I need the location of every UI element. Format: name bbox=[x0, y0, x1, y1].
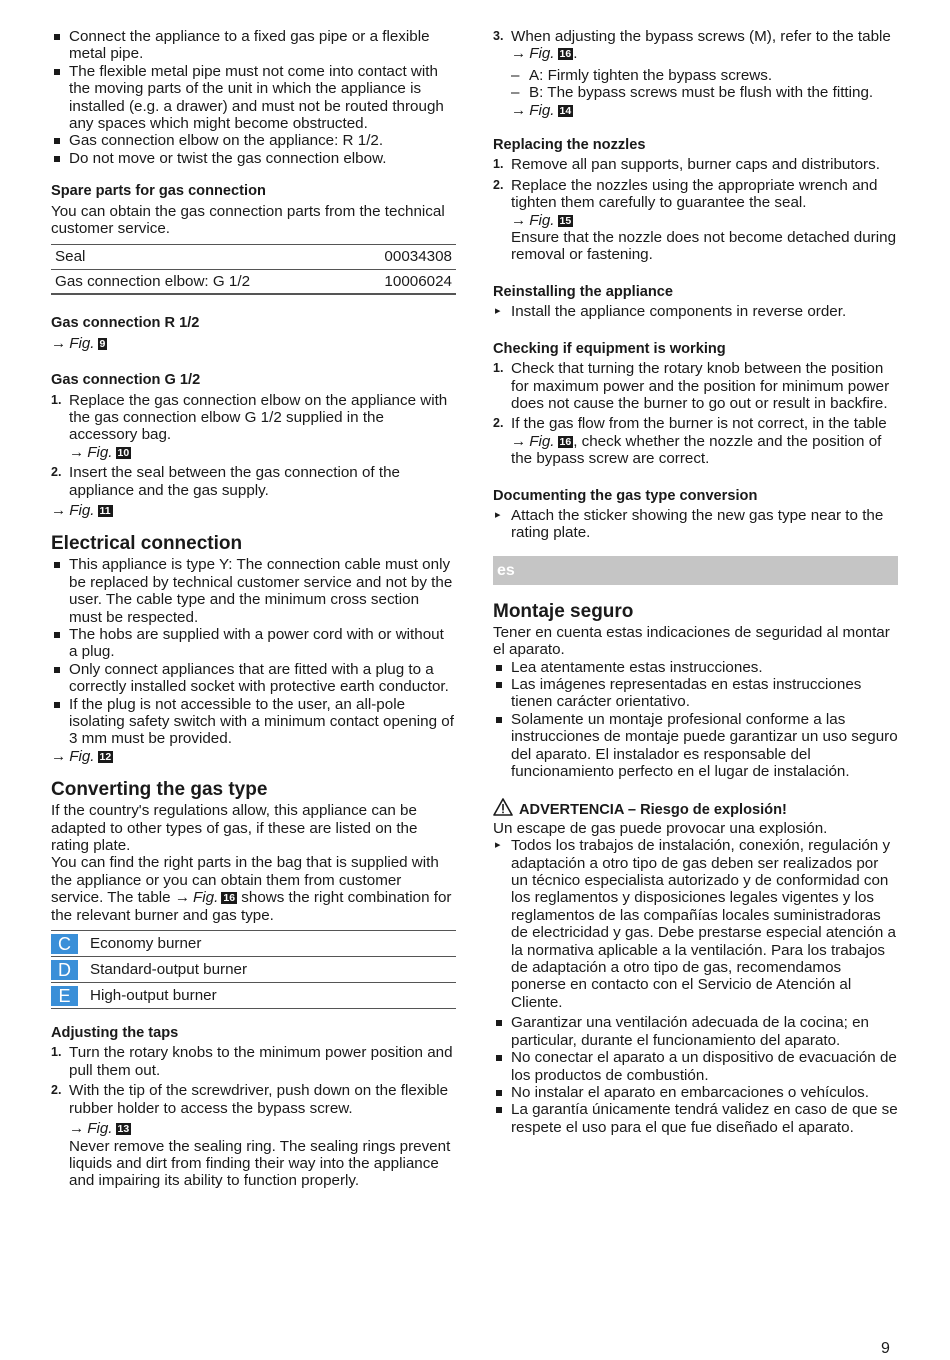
arrow-icon: → bbox=[511, 45, 527, 63]
list-item bbox=[51, 1082, 456, 1189]
step-number: 1. bbox=[51, 1045, 62, 1060]
list-item bbox=[493, 415, 898, 467]
list-item: The flexible metal pipe must not come into contact with the moving parts of the unit in which the appliance is installed (e.g. a drawer) and must not be routed through any spaces which might become obstructed. bbox=[51, 63, 456, 133]
part-name: Gas connection elbow: G 1/2 bbox=[51, 269, 346, 294]
table-row bbox=[51, 931, 456, 957]
gas-connection-r12-heading: Gas connection R 1/2 bbox=[51, 315, 200, 332]
fig-reference bbox=[511, 433, 573, 450]
part-code: 10006024 bbox=[346, 269, 456, 294]
burner-table bbox=[51, 930, 456, 1009]
table-row bbox=[51, 245, 456, 269]
list-item bbox=[493, 177, 898, 264]
burner-letter: C bbox=[51, 934, 78, 954]
g12-steps bbox=[51, 392, 456, 499]
burner-cell bbox=[51, 957, 456, 983]
fig-label: Fig. bbox=[87, 443, 113, 461]
list-item: ▸ Attach the sticker showing the new gas type near to the rating plate. bbox=[493, 507, 898, 542]
fig-reference bbox=[51, 335, 456, 352]
table-row bbox=[51, 269, 456, 294]
check-steps bbox=[493, 360, 898, 467]
step-number: 2. bbox=[51, 1083, 62, 1098]
arrow-icon: → bbox=[51, 334, 67, 352]
fig-label: Fig. bbox=[529, 211, 555, 229]
electrical-connection-heading: Electrical connection bbox=[51, 533, 243, 555]
fig-label: Fig. bbox=[69, 501, 95, 519]
arrow-icon: → bbox=[511, 211, 527, 229]
fig-reference bbox=[511, 212, 898, 229]
replacing-nozzles-heading: Replacing the nozzles bbox=[493, 137, 646, 154]
list-item: 3. When adjusting the bypass screws (M), refer to the table → Fig. 16 . bbox=[493, 28, 891, 63]
list-item: The hobs are supplied with a power cord with or without a plug. bbox=[51, 626, 456, 661]
step-text: Replace the gas connection elbow on the appliance with the gas connection elbow G 1/2 supplied in the accessory bag. bbox=[69, 391, 448, 444]
list-item: La garantía únicamente tendrá validez en caso de que se respete el uso para el que fue diseñado el aparato. bbox=[493, 1101, 898, 1136]
step-text: If the gas flow from the burner is not correct, in the table bbox=[511, 415, 887, 433]
burner-letter: D bbox=[51, 960, 78, 980]
fig-reference bbox=[511, 45, 573, 62]
reinstalling-heading: Reinstalling the appliance bbox=[493, 283, 674, 300]
fig-label: Fig. bbox=[193, 889, 219, 907]
left-column bbox=[51, 28, 456, 1190]
converting-text: If the country's regulations allow, this appliance can be adapted to other types of gas, if these are listed on the rating plate. bbox=[51, 802, 418, 855]
montaje-seguro-heading: Montaje seguro bbox=[493, 600, 634, 622]
fig-label: Fig. bbox=[69, 747, 95, 765]
arrow-icon: → bbox=[511, 432, 527, 450]
montaje-bullets bbox=[493, 659, 898, 781]
part-code: 00034308 bbox=[346, 245, 456, 269]
list-item: Las imágenes representadas en estas instrucciones tienen carácter orientativo. bbox=[493, 676, 898, 711]
list-item bbox=[51, 1044, 456, 1079]
montaje-intro: Tener en cuenta estas indicaciones de seguridad al montar el aparato. bbox=[493, 623, 890, 659]
fig-number: 16 bbox=[223, 892, 236, 905]
fig-label: Fig. bbox=[529, 45, 555, 63]
spare-parts-table bbox=[51, 244, 456, 295]
spare-parts-heading: Spare parts for gas connection bbox=[51, 183, 266, 200]
table-row bbox=[51, 983, 456, 1009]
fig-number: 16 bbox=[559, 435, 572, 448]
step-number: 1. bbox=[493, 361, 504, 376]
fig-label: Fig. bbox=[87, 1120, 113, 1138]
burner-label: Standard-output burner bbox=[90, 960, 248, 978]
list-item: ▸ Todos los trabajos de instalación, conexión, regulación y adaptación a otro tipo de gas deben ser realizados por un técnico especialista autorizado y de conformidad con los reglamentos y disposiciones legales vigentes y los reglamentos de las compañías locales suministradoras de electricidad y gas. Debe prestarse especial atención a la normativa aplicable a la ventilación. Para los trabajos de adaptación a otro tipo de gas, recomendamos ponerse en contacto con el Servicio de Atención al Cliente. bbox=[493, 837, 898, 1011]
list-item: This appliance is type Y: The connection cable must only be replaced by technical customer service and not by the user. The cable type and the minimum cross section must be respected. bbox=[51, 556, 456, 626]
arrow-icon: → bbox=[51, 501, 67, 519]
fig-number: 12 bbox=[99, 750, 112, 763]
bypass-step bbox=[493, 28, 898, 63]
page-number: 9 bbox=[881, 1340, 890, 1357]
fig-reference bbox=[51, 748, 456, 765]
step-note: Ensure that the nozzle does not become detached during removal or fastening. bbox=[511, 229, 897, 264]
doc-list bbox=[493, 507, 898, 542]
step-text: Insert the seal between the gas connection of the appliance and the gas supply. bbox=[69, 464, 400, 499]
spare-parts-text: You can obtain the gas connection parts from the technical customer service. bbox=[51, 202, 445, 238]
fig-label: Fig. bbox=[529, 432, 555, 450]
nozzles-steps bbox=[493, 156, 898, 263]
list-item bbox=[51, 464, 456, 499]
arrow-icon: → bbox=[69, 443, 85, 461]
list-item: Lea atentamente estas instrucciones. bbox=[493, 659, 898, 676]
warning-icon bbox=[493, 798, 513, 816]
fig-number: 9 bbox=[99, 337, 106, 350]
step-text: Turn the rotary knobs to the minimum power position and pull them out. bbox=[69, 1044, 453, 1079]
text-span: You can find the right parts in the bag that is supplied with the appliance or you can obtain them from customer service. The table bbox=[51, 854, 439, 907]
list-item: Do not move or twist the gas connection elbow. bbox=[51, 150, 456, 167]
step-text: With the tip of the screwdriver, push down on the flexible rubber holder to access the bypass screw. bbox=[69, 1082, 449, 1117]
list-item bbox=[493, 360, 898, 412]
step-number: 2. bbox=[493, 416, 504, 431]
reinstall-list bbox=[493, 303, 898, 320]
step-note: Never remove the sealing ring. The sealing rings prevent liquids and dirt from finding their way into the appliance and impairing its ability to function properly. bbox=[69, 1137, 451, 1190]
list-item bbox=[51, 392, 456, 462]
documenting-heading: Documenting the gas type conversion bbox=[493, 487, 758, 504]
step-text: When adjusting the bypass screws (M), refer to the table bbox=[511, 28, 891, 45]
step-text: Replace the nozzles using the appropriate wrench and tighten them carefully to guarantee the seal. bbox=[511, 176, 878, 212]
list-item: Connect the appliance to a fixed gas pipe or a flexible metal pipe. bbox=[51, 28, 456, 63]
list-item: No instalar el aparato en embarcaciones o vehículos. bbox=[493, 1084, 898, 1101]
table-row bbox=[51, 957, 456, 983]
fig-label: Fig. bbox=[69, 334, 95, 352]
step-text: Remove all pan supports, burner caps and distributors. bbox=[511, 156, 880, 174]
warning-list bbox=[493, 837, 898, 1011]
step-number: 2. bbox=[493, 177, 504, 192]
fig-reference bbox=[511, 102, 898, 119]
fig-number: 15 bbox=[559, 214, 572, 227]
electrical-bullets bbox=[51, 556, 456, 747]
burner-cell bbox=[51, 931, 456, 957]
step-number: 2. bbox=[51, 465, 62, 480]
fig-number: 10 bbox=[117, 446, 130, 459]
step-number: 1. bbox=[51, 392, 62, 407]
step-text: , check whether the nozzle and the position of the bypass screw are correct. bbox=[511, 432, 882, 468]
list-item: No conectar el aparato a un dispositivo de evacuación de los productos de combustión. bbox=[493, 1049, 898, 1084]
bypass-options bbox=[511, 67, 898, 102]
converting-gas-heading: Converting the gas type bbox=[51, 779, 268, 801]
fig-number: 13 bbox=[117, 1123, 130, 1136]
list-item: Garantizar una ventilación adecuada de la cocina; en particular, durante el funcionamiento del aparato. bbox=[493, 1014, 898, 1049]
fig-label: Fig. bbox=[529, 101, 555, 119]
gas-connection-g12-heading: Gas connection G 1/2 bbox=[51, 372, 201, 389]
list-item: Only connect appliances that are fitted with a plug to a correctly installed socket with protective earth conductor. bbox=[51, 661, 456, 696]
fig-number: 16 bbox=[559, 48, 572, 61]
taps-steps bbox=[51, 1044, 456, 1189]
gas-bullets bbox=[51, 28, 456, 167]
fig-reference bbox=[175, 889, 237, 906]
fig-reference bbox=[51, 502, 456, 519]
burner-label: High-output burner bbox=[90, 986, 217, 1004]
warning-heading bbox=[493, 798, 898, 819]
part-name: Seal bbox=[51, 245, 346, 269]
step-number: 3. bbox=[493, 29, 504, 43]
converting-text-2 bbox=[51, 854, 456, 924]
list-item: Gas connection elbow on the appliance: R 1/2. bbox=[51, 132, 456, 149]
text-span: shows the right combination for the relevant burner and gas type. bbox=[51, 889, 452, 924]
language-bar: es bbox=[493, 556, 898, 585]
list-item: Solamente un montaje profesional conforme a las instrucciones de montaje puede garantizar un uso seguro del aparato. El instalador es responsable del funcionamiento perfecto en el lugar de instalación. bbox=[493, 711, 898, 781]
list-item: – A: Firmly tighten the bypass screws. bbox=[511, 67, 898, 84]
adjusting-taps-heading: Adjusting the taps bbox=[51, 1025, 179, 1042]
step-number: 1. bbox=[493, 157, 504, 172]
list-item: – B: The bypass screws must be flush with the fitting. bbox=[511, 84, 898, 101]
right-column bbox=[493, 28, 898, 1136]
warning-title: ADVERTENCIA – Riesgo de explosión! bbox=[519, 802, 787, 819]
list-item bbox=[493, 156, 898, 173]
burner-cell bbox=[51, 983, 456, 1009]
montaje-bullets-2 bbox=[493, 1014, 898, 1136]
fig-reference bbox=[69, 1120, 456, 1137]
burner-label: Economy burner bbox=[90, 934, 202, 952]
fig-number: 11 bbox=[99, 504, 111, 517]
warning-text: Un escape de gas puede provocar una explosión. bbox=[493, 819, 828, 837]
list-item: If the plug is not accessible to the user, an all-pole isolating safety switch with a minimum contact opening of 3 mm must be provided. bbox=[51, 696, 456, 748]
arrow-icon: → bbox=[51, 747, 67, 765]
arrow-icon: → bbox=[69, 1120, 85, 1138]
fig-number: 14 bbox=[559, 104, 572, 117]
list-item: ▸ Install the appliance components in reverse order. bbox=[493, 303, 898, 320]
checking-heading: Checking if equipment is working bbox=[493, 340, 726, 357]
arrow-icon: → bbox=[174, 889, 191, 907]
burner-letter: E bbox=[51, 986, 78, 1006]
fig-reference bbox=[69, 444, 456, 461]
arrow-icon: → bbox=[511, 101, 527, 119]
step-text: Check that turning the rotary knob between the position for maximum power and the position for minimum power does not cause the burner to go out or result in backfire. bbox=[511, 360, 890, 412]
